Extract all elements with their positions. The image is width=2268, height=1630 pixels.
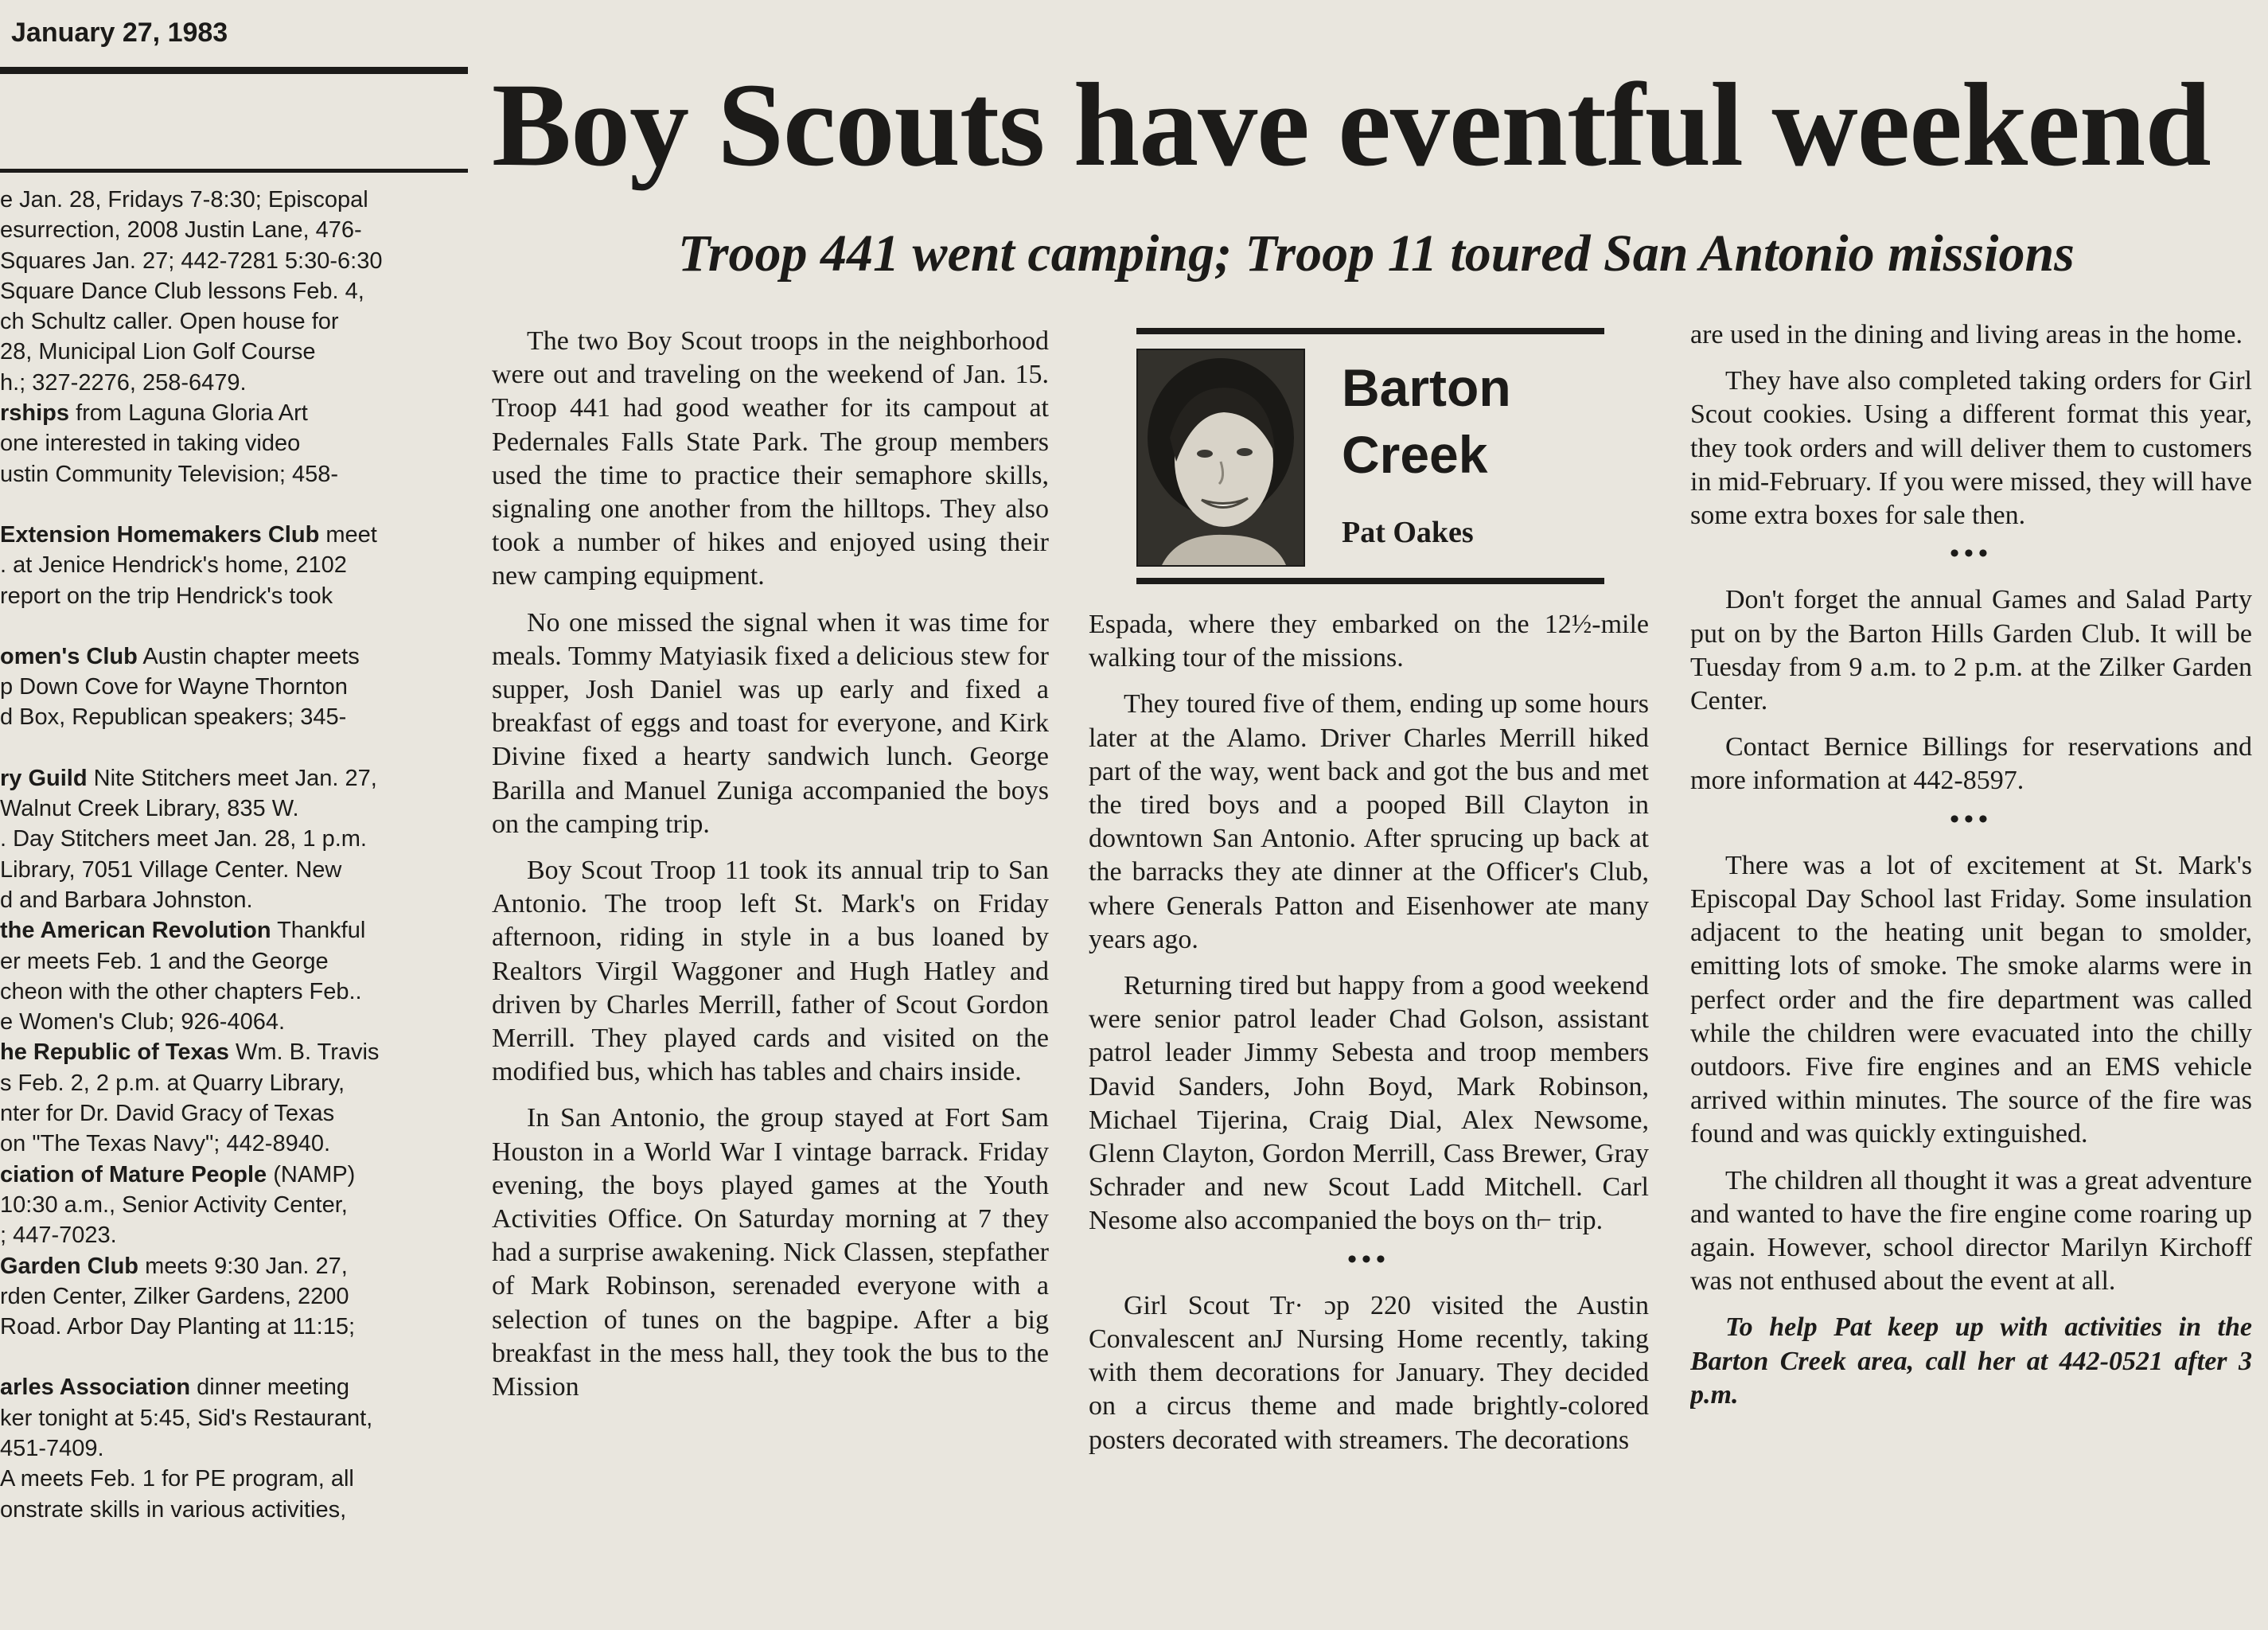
listing-line (0, 1160, 468, 1190)
listing-text: d Box, Republican speakers; 345- (0, 704, 347, 731)
article-column-1 (492, 325, 1049, 1630)
listing-line (0, 1098, 468, 1129)
listing-organization: ry Guild (0, 765, 88, 791)
listing-text: d and Barbara Johnston. (0, 887, 253, 913)
listing-text: report on the trip Hendrick's took (0, 583, 333, 609)
listing-text: nter for Dr. David Gracy of Texas (0, 1101, 335, 1127)
listing-text: ker tonight at 5:45, Sid's Restaurant, (0, 1405, 373, 1431)
column-title-line-1: Barton (1342, 358, 1511, 417)
listing-line (0, 946, 468, 977)
listing-line (0, 1312, 468, 1342)
portrait-image (1138, 350, 1304, 565)
listing-line (0, 276, 468, 306)
listing-line (0, 550, 468, 580)
listing-text: Wm. B. Travis (228, 1039, 380, 1066)
listing-text: ustin Community Television; 458- (0, 461, 338, 487)
listing-line (0, 977, 468, 1007)
listing-line (0, 1129, 468, 1159)
listing-text: Thankful (271, 918, 366, 944)
listing-text: 10:30 a.m., Senior Activity Center, (0, 1191, 348, 1218)
listing-text: meets 9:30 Jan. 27, (138, 1253, 348, 1279)
listing-organization: he Republic of Texas (0, 1039, 229, 1066)
listing-line (0, 337, 468, 367)
listing-text: one interested in taking video (0, 431, 301, 457)
listing-rule (0, 169, 468, 173)
listing-text: cheon with the other chapters Feb.. (0, 978, 362, 1004)
listing-line (0, 246, 468, 276)
listing-line (0, 763, 468, 794)
listing-organization: arles Association (0, 1375, 191, 1401)
listing-line (0, 1251, 468, 1281)
listing-line (0, 215, 468, 245)
listing-line (0, 824, 468, 854)
column-title-line-2: Creek (1342, 425, 1488, 484)
paragraph: There was a lot of excitement at St. Mark's Episcopal Day School last Friday. Some insulation adjacent to the heating unit began to smolder, emitting lots of smoke. The smoke alarms were in perfect order and the fire department was called while the children were evacuated into the chilly outdoors. Five fire engines and an EMS vehicle arrived within minutes. The source of the fire was found and was quickly extinguished. (1690, 850, 2252, 1149)
listing-line (0, 915, 468, 946)
listing-line (0, 368, 468, 398)
listing-text: from Laguna Gloria Art (69, 400, 308, 427)
listing-text: 28, Municipal Lion Golf Course (0, 339, 316, 365)
listing-line (0, 1068, 468, 1098)
listing-text: p Down Cove for Wayne Thornton (0, 674, 348, 700)
box-top-rule (1136, 328, 1604, 334)
listing-text: Squares Jan. 27; 442-7281 5:30-6:30 (0, 248, 383, 274)
listing-line (0, 885, 468, 915)
listing-text: meet (319, 521, 377, 548)
listing-text: . Day Stitchers meet Jan. 28, 1 p.m. (0, 826, 367, 852)
listing-organization: the American Revolution (0, 918, 271, 944)
listing-text: . at Jenice Hendrick's home, 2102 (0, 552, 347, 579)
listing-text: (NAMP) (267, 1161, 356, 1187)
listing-organization: ciation of Mature People (0, 1161, 267, 1187)
paragraph: are used in the dining and living areas in the home. (1690, 320, 2243, 349)
paragraph: Girl Scout Tr· ɔp 220 visited the Austin Convalescent anJ Nursing Home recently, taking with them decorations for January. They decided on a circus theme and made brightly-colored posters decorated with streamers. The decorations (1089, 1290, 1649, 1455)
issue-date: January 27, 1983 (11, 18, 228, 48)
listing-organization: omen's Club (0, 643, 138, 669)
listing-line (0, 398, 468, 428)
listing-line (0, 185, 468, 215)
community-listing (0, 185, 468, 1630)
listing-line (0, 1433, 468, 1464)
listing-organization: Extension Homemakers Club (0, 521, 320, 548)
paragraph: They have also completed taking orders for Girl Scout cookies. Using a different format this year, they took orders and will deliver them to customers in mid-February. If you were missed, they will have some extra boxes for sale then. (1690, 366, 2252, 531)
listing-text: on "The Texas Navy"; 442-8940. (0, 1131, 331, 1157)
listing-text: Austin chapter meets (137, 643, 360, 669)
listing-line (0, 459, 468, 489)
paragraph: Espada, where they embarked on the 12½-mile walking tour of the missions. (1089, 610, 1649, 673)
article-column-2 (1089, 608, 1649, 1630)
listing-line (0, 855, 468, 885)
paragraph: Contact Bernice Billings for reservations and more information at 442-8597. (1690, 732, 2252, 796)
column-tagline: To help Pat keep up with activities in the Barton Creek area, call her at 442-0521 after 3 p.m. (1690, 1312, 2252, 1410)
listing-text: A meets Feb. 1 for PE program, all (0, 1466, 354, 1492)
box-bottom-rule (1136, 578, 1604, 584)
listing-line (0, 581, 468, 611)
listing-line (0, 1037, 468, 1067)
article-column-3 (1690, 318, 2252, 1630)
listing-line (0, 1007, 468, 1037)
listing-line (0, 702, 468, 732)
listing-text: e Jan. 28, Fridays 7-8:30; Episcopal (0, 187, 368, 213)
paragraph: Returning tired but happy from a good weekend were senior patrol leader Chad Golson, assistant patrol leader Jimmy Sebesta and troop members David Sanders, John Boyd, Mark Robinson, Michael Tijerina, Craig Dial, Alex Newsome, Glenn Clayton, Gordon Merrill, Cass Brewer, Gray Schrader and new Scout Ladd Mitchell. Carl Nesome also accompanied the boys on th⌐ trip. (1089, 971, 1649, 1236)
listing-line (0, 1190, 468, 1220)
paragraph: Boy Scout Troop 11 took its annual trip to San Antonio. The troop left St. Mark's on Friday afternoon, riding in style in a bus loaned by Realtors Virgil Waggoner and Hugh Hatley and driven by Charles Merrill, father of Scout Gordon Merrill. They played cards and visited on the modified bus, which has tables and chairs inside. (492, 856, 1049, 1087)
listing-line (0, 520, 468, 550)
section-separator: ••• (1950, 539, 1993, 569)
listing-text: Road. Arbor Day Planting at 11:15; (0, 1314, 356, 1340)
section-separator: ••• (1950, 804, 1993, 834)
columnist-box (1136, 328, 1604, 584)
paragraph: The two Boy Scout troops in the neighborhood were out and traveling on the weekend of Jan. 15. Troop 441 had good weather for its campout at Pedernales Falls State Park. The group members used the time to practice their semaphore skills, signaling one another from the hilltops. They also took a number of hikes and enjoyed using their new camping equipment. (492, 326, 1049, 591)
listing-text: e Women's Club; 926-4064. (0, 1009, 286, 1035)
listing-line (0, 641, 468, 672)
listing-text: Nite Stitchers meet Jan. 27, (87, 765, 377, 791)
listing-organization: Garden Club (0, 1253, 139, 1279)
listing-text: dinner meeting (190, 1375, 349, 1401)
listing-line (0, 1281, 468, 1312)
column-author: Pat Oakes (1342, 516, 1474, 549)
listing-text: ch Schultz caller. Open house for (0, 309, 339, 335)
listing-line (0, 306, 468, 337)
listing-text: s Feb. 2, 2 p.m. at Quarry Library, (0, 1070, 345, 1096)
listing-text: 451-7409. (0, 1435, 104, 1461)
listing-line (0, 672, 468, 702)
header-rule (0, 67, 468, 74)
listing-line (0, 1464, 468, 1494)
listing-text: rden Center, Zilker Gardens, 2200 (0, 1283, 349, 1309)
listing-line (0, 428, 468, 458)
paragraph: No one missed the signal when it was time for meals. Tommy Matyiasik fixed a delicious stew for supper, Josh Daniel was up early and fixed a breakfast of eggs and toast for everyone, and Kirk Divine fixed a hearty sandwich lunch. George Barilla and Manuel Zuniga accompanied the boys on the camping trip. (492, 607, 1049, 839)
paragraph: Don't forget the annual Games and Salad Party put on by the Barton Hills Garden Club. It will be Tuesday from 9 a.m. to 2 p.m. at the Zilker Garden Center. (1690, 585, 2252, 716)
subheadline: Troop 441 went camping; Troop 11 toured San Antonio missions (678, 224, 2075, 283)
listing-line (0, 1372, 468, 1402)
listing-text: onstrate skills in various activities, (0, 1496, 347, 1523)
listing-line (0, 1220, 468, 1250)
listing-line (0, 794, 468, 824)
listing-text: Square Dance Club lessons Feb. 4, (0, 278, 364, 304)
listing-line (0, 1495, 468, 1525)
listing-text: ; 447-7023. (0, 1222, 117, 1249)
listing-text: er meets Feb. 1 and the George (0, 948, 329, 974)
listing-text: esurrection, 2008 Justin Lane, 476- (0, 217, 362, 244)
section-separator: ••• (1347, 1244, 1390, 1274)
paragraph: In San Antonio, the group stayed at Fort Sam Houston in a World War I vintage barrack. Friday evening, the boys played games at the Youth Activities Office. On Saturday morning at 7 they had a surprise awakening. Nick Classen, stepfather of Mark Robinson, serenaded everyone with a selection of tunes on the bagpipe. After a big breakfast in the mess hall, they took the bus to the Mission (492, 1103, 1049, 1402)
listing-organization: rships (0, 400, 70, 427)
listing-text: Walnut Creek Library, 835 W. (0, 796, 299, 822)
paragraph: The children all thought it was a great adventure and wanted to have the fire engine come roaring up again. However, school director Marilyn Kirchoff was not enthused about the event at all. (1690, 1165, 2252, 1297)
headline: Boy Scouts have eventful weekend (492, 59, 2211, 191)
listing-text: h.; 327-2276, 258-6479. (0, 369, 247, 396)
paragraph: They toured five of them, ending up some hours later at the Alamo. Driver Charles Merrill hiked part of the way, went back and got the bus and met the tired boys and a pooped Bill Clayton in downtown San Antonio. After sprucing up back at the barracks they ate dinner at the Officer's Club, where Generals Patton and Eisenhower ate many years ago. (1089, 689, 1649, 954)
listing-line (0, 1403, 468, 1433)
listing-text: Library, 7051 Village Center. New (0, 856, 342, 883)
columnist-photo (1136, 349, 1305, 567)
